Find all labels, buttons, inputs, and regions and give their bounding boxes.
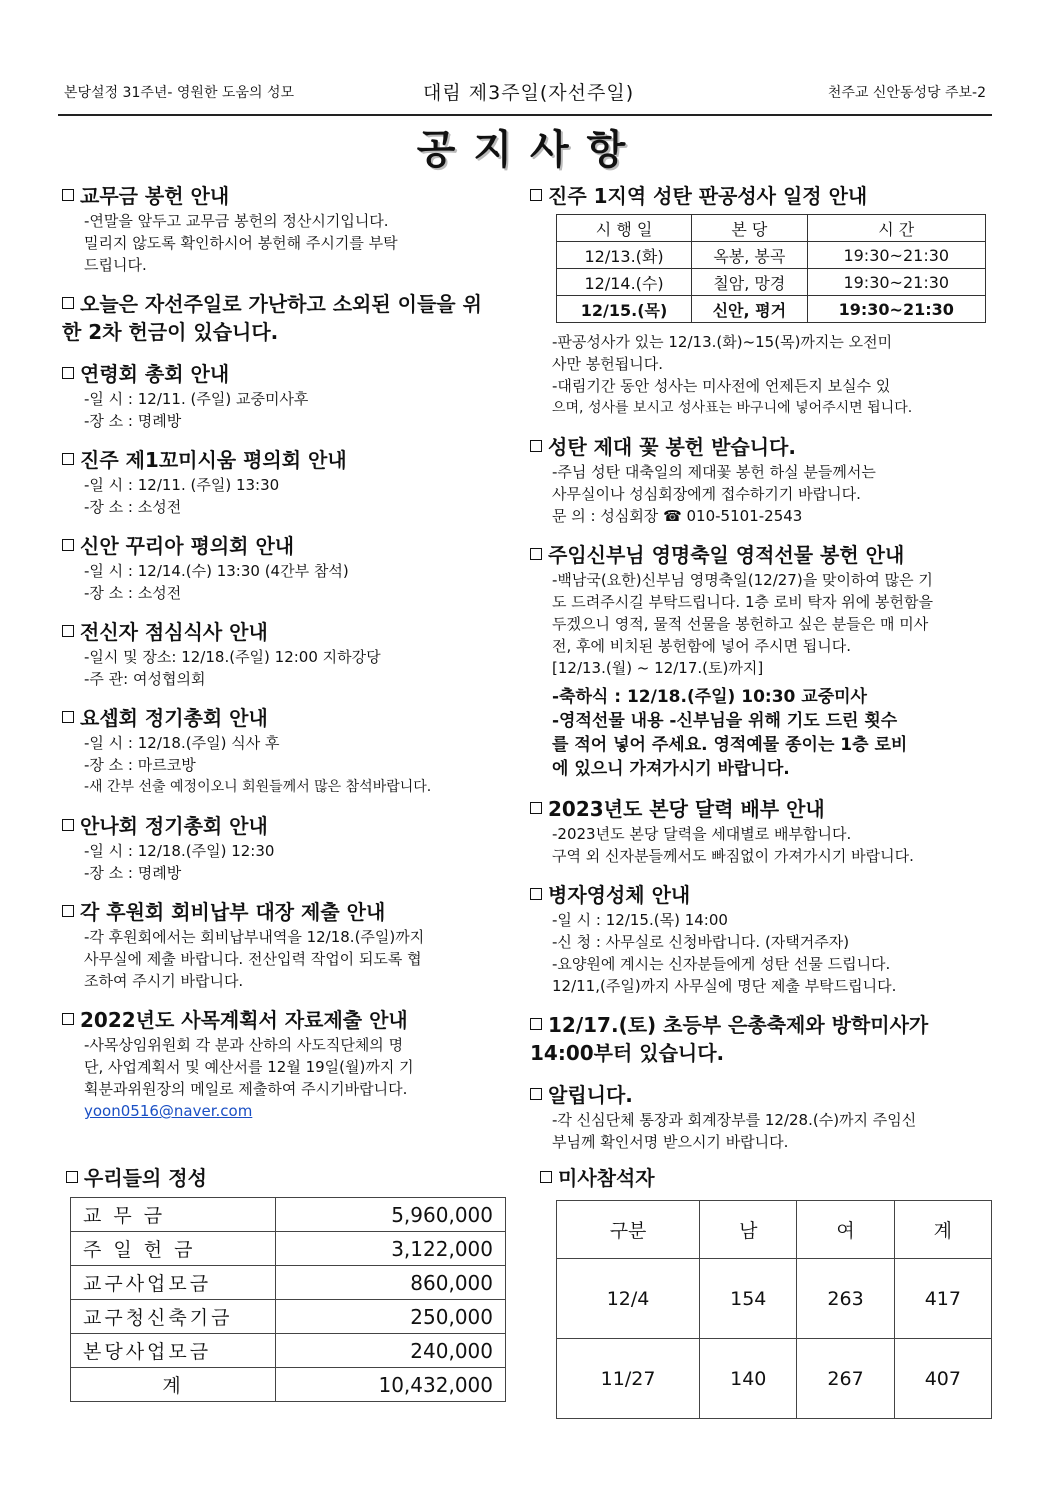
table-header: 시 행 일 [557,215,692,242]
section-line: 단, 사업계획서 및 예산서를 12월 19일(월)까지 기 [84,1058,414,1076]
attendance-table [556,1200,992,1419]
table-cell: 10,432,000 [276,1368,506,1402]
checkbox-icon [62,1013,74,1025]
section-line: 드립니다. [84,256,147,274]
section-line: 사무실이나 성심회장에게 접수하기기 바랍니다. [552,485,861,503]
notice-section [62,360,494,432]
checkbox-icon [62,539,74,551]
notice-section [530,881,990,997]
section-bold-line: 에 있으니 가져가시기 바랍니다. [552,759,790,779]
left-column [62,182,494,1136]
section-line: -일 시 : 12/11. (주일) 13:30 [84,476,280,494]
right-column [530,182,990,1167]
page-header [58,78,992,116]
notice-section [530,433,990,527]
section-line: -판공성사가 있는 12/13.(화)~15(목)까지는 오전미 [552,333,893,351]
section-line: -요양원에 계시는 신자분들에게 성탄 선물 드립니다. [552,955,891,973]
section-line: -일 시 : 12/11. (주일) 교중미사후 [84,390,309,408]
header-right: 천주교 신안동성당 주보-2 [827,85,986,101]
table-cell: 칠암, 망경 [692,269,807,296]
table-cell: 12/4 [557,1259,700,1339]
section-title: 전신자 점심식사 안내 [80,620,268,644]
section-title: 진주 1지역 성탄 판공성사 일정 안내 [548,184,868,208]
section-title: 12/17.(토) 초등부 은총축제와 방학미사가 14:00부터 있습니다. [530,1013,929,1065]
section-title: 안나회 정기총회 안내 [80,814,268,838]
checkbox-icon [62,189,74,201]
table-cell: 교구사업모금 [71,1266,276,1300]
offerings-heading [66,1162,207,1191]
table-cell: 교구청신축기금 [71,1300,276,1334]
table-header: 계 [894,1201,991,1259]
checkbox-icon [530,440,542,452]
checkbox-icon [62,297,74,309]
section-line: -장 소 : 소성전 [84,584,182,602]
section-line: -장 소 : 소성전 [84,498,182,516]
section-line: -장 소 : 명례방 [84,864,182,882]
table-row [71,1198,506,1232]
section-line: -일 시 : 12/18.(주일) 식사 후 [84,734,280,752]
section-title: 진주 제1꼬미시움 평의회 안내 [80,448,347,472]
section-line: 전, 후에 비치된 봉헌함에 넣어 주시면 됩니다. [552,637,851,655]
table-cell: 5,960,000 [276,1198,506,1232]
table-cell: 250,000 [276,1300,506,1334]
notice-section [62,812,494,884]
notice-section [62,704,494,798]
checkbox-icon [62,819,74,831]
section-line: -주 관: 여성협의회 [84,670,206,688]
checkbox-icon [530,802,542,814]
table-row [71,1300,506,1334]
table-cell: 12/13.(화) [557,242,692,269]
section-line: 사무실에 제출 바랍니다. 전산입력 작업이 되도록 협 [84,950,422,968]
notice-section [62,532,494,604]
table-cell: 140 [700,1339,797,1419]
table-cell: 19:30~21:30 [807,296,985,323]
section-title: 2022년도 사목계획서 자료제출 안내 [80,1008,408,1032]
section-line: -2023년도 본당 달력을 세대별로 배부합니다. [552,825,852,843]
notice-section [62,618,494,690]
section-line: -일 시 : 12/15.(목) 14:00 [552,911,728,929]
notice-section [530,1081,990,1153]
section-title: 알립니다. [548,1083,633,1107]
section-line: 으며, 성사를 보시고 성사표는 바구니에 넣어주시면 됩니다. [552,400,913,416]
section-line: -백남국(요한)신부님 영명축일(12/27)을 맞이하여 많은 기 [552,571,933,589]
section-line: -각 후원회에서는 회비납부내역을 12/18.(주일)까지 [84,928,425,946]
section-line: 부님께 확인서명 받으시기 바랍니다. [552,1133,789,1151]
table-cell: 407 [894,1339,991,1419]
table-header: 구분 [557,1201,700,1259]
checkbox-icon [530,189,542,201]
section-line: 문 의 : 성심회장 ☎ 010-5101-2543 [552,507,803,525]
table-row [557,296,986,323]
table-cell: 계 [71,1368,276,1402]
table-cell: 12/15.(목) [557,296,692,323]
table-header: 시 간 [807,215,985,242]
section-line: 구역 외 신자분들께서도 빠짐없이 가져가시기 바랍니다. [552,847,914,865]
table-row [71,1334,506,1368]
section-line: -새 간부 선출 예정이오니 회원들께서 많은 참석바랍니다. [84,779,432,795]
table-row [71,1368,506,1402]
notice-section [62,446,494,518]
section-bold-line: 를 적어 넣어 주세요. 영적예물 종이는 1층 로비 [552,735,908,755]
schedule-table [556,214,986,323]
table-cell: 신안, 평거 [692,296,807,323]
checkbox-icon [530,1018,542,1030]
table-header-row [557,1201,992,1259]
checkbox-icon [62,625,74,637]
checkbox-icon [66,1171,78,1183]
section-title: 각 후원회 회비납부 대장 제출 안내 [80,900,386,924]
attendance-title: 미사참석자 [558,1166,655,1190]
checkbox-icon [62,367,74,379]
section-title: 병자영성체 안내 [548,883,691,907]
section-line: -장 소 : 마르코방 [84,756,196,774]
checkbox-icon [530,548,542,560]
section-line: 밀리지 않도록 확인하시어 봉헌해 주시기를 부탁 [84,234,398,252]
checkbox-icon [530,1088,542,1100]
section-title: 신안 꾸리아 평의회 안내 [80,534,295,558]
table-cell: 옥봉, 봉곡 [692,242,807,269]
table-cell: 교 무 금 [71,1198,276,1232]
section-line: -연말을 앞두고 교무금 봉헌의 정산시기입니다. [84,212,389,230]
notice-section [62,290,494,346]
section-line: -주님 성탄 대축일의 제대꽃 봉헌 하실 분들께서는 [552,463,876,481]
section-title: 요셉회 정기총회 안내 [80,706,268,730]
table-cell: 860,000 [276,1266,506,1300]
section-line: -일 시 : 12/18.(주일) 12:30 [84,842,275,860]
offerings-table [70,1197,506,1402]
section-line: -각 신심단체 통장과 회계장부를 12/28.(수)까지 주임신 [552,1111,917,1129]
checkbox-icon [530,888,542,900]
checkbox-icon [62,711,74,723]
notice-section [530,795,990,867]
notice-section [62,182,494,276]
section-line: -신 청 : 사무실로 신청바랍니다. (자택거주자) [552,933,850,951]
checkbox-icon [62,453,74,465]
table-cell: 267 [797,1339,894,1419]
table-cell: 417 [894,1259,991,1339]
section-line: -대림기간 동안 성사는 미사전에 언제든지 보실수 있 [552,377,891,395]
table-cell: 주 일 헌 금 [71,1232,276,1266]
section-line: -일시 및 장소: 12/18.(주일) 12:00 지하강당 [84,648,381,666]
notice-section [62,1006,494,1122]
section-title: 연령회 총회 안내 [80,362,230,386]
section-title: 성탄 제대 꽃 봉헌 받습니다. [548,435,796,459]
section-line: 도 드려주시길 부탁드립니다. 1층 로비 탁자 위에 봉헌함을 [552,593,933,611]
section-title: 오늘은 자선주일로 가난하고 소외된 이들을 위한 2차 헌금이 있습니다. [62,292,482,344]
notice-section [530,541,990,781]
section-line: [12/13.(월) ~ 12/17.(토)까지] [552,659,764,677]
table-cell: 3,122,000 [276,1232,506,1266]
section-line: -장 소 : 명례방 [84,412,182,430]
section-line: 12/11,(주일)까지 사무실에 명단 제출 부탁드립니다. [552,977,897,995]
table-header: 본 당 [692,215,807,242]
section-title: 주임신부님 영명축일 영적선물 봉헌 안내 [548,543,905,567]
table-header-row [557,215,986,242]
table-cell: 11/27 [557,1339,700,1419]
table-row [71,1266,506,1300]
table-row [557,1339,992,1419]
section-line: 두겠으니 영적, 물적 선물을 봉헌하고 싶은 분들은 매 미사 [552,615,929,633]
checkbox-icon [540,1171,552,1183]
attendance-heading [540,1162,655,1191]
table-cell: 263 [797,1259,894,1339]
table-cell: 19:30~21:30 [807,269,985,296]
table-row [557,242,986,269]
notice-section [62,898,494,992]
section-line: 조하여 주시기 바랍니다. [84,972,244,990]
table-row [557,269,986,296]
header-left: 본당설정 31주년- 영원한 도움의 성모 [64,85,295,101]
table-header: 남 [700,1201,797,1259]
page-title: 공지사항 [416,127,644,173]
section-bold-line: -축하식 : 12/18.(주일) 10:30 교중미사 [552,687,867,707]
table-cell: 12/14.(수) [557,269,692,296]
email-link[interactable]: yoon0516@naver.com [84,1102,253,1120]
table-cell: 240,000 [276,1334,506,1368]
section-line: -사목상임위원회 각 분과 산하의 사도직단체의 명 [84,1036,404,1054]
section-line: 획분과위원장의 메일로 제출하여 주시기바랍니다. [84,1080,408,1098]
table-header: 여 [797,1201,894,1259]
section-line: -일 시 : 12/14.(수) 13:30 (4간부 참석) [84,562,349,580]
header-center: 대림 제3주일(자선주일) [423,82,635,104]
table-cell: 19:30~21:30 [807,242,985,269]
table-row [71,1232,506,1266]
offerings-title: 우리들의 정성 [84,1166,207,1190]
table-cell: 154 [700,1259,797,1339]
section-bold-line: -영적선물 내용 -신부님을 위해 기도 드린 횟수 [552,711,898,731]
checkbox-icon [62,905,74,917]
table-row [557,1259,992,1339]
notice-section [530,182,990,419]
table-cell: 본당사업모금 [71,1334,276,1368]
section-title: 교무금 봉헌 안내 [80,184,230,208]
notice-section [530,1011,990,1067]
section-line: 사만 봉헌됩니다. [552,355,663,373]
section-title: 2023년도 본당 달력 배부 안내 [548,797,825,821]
